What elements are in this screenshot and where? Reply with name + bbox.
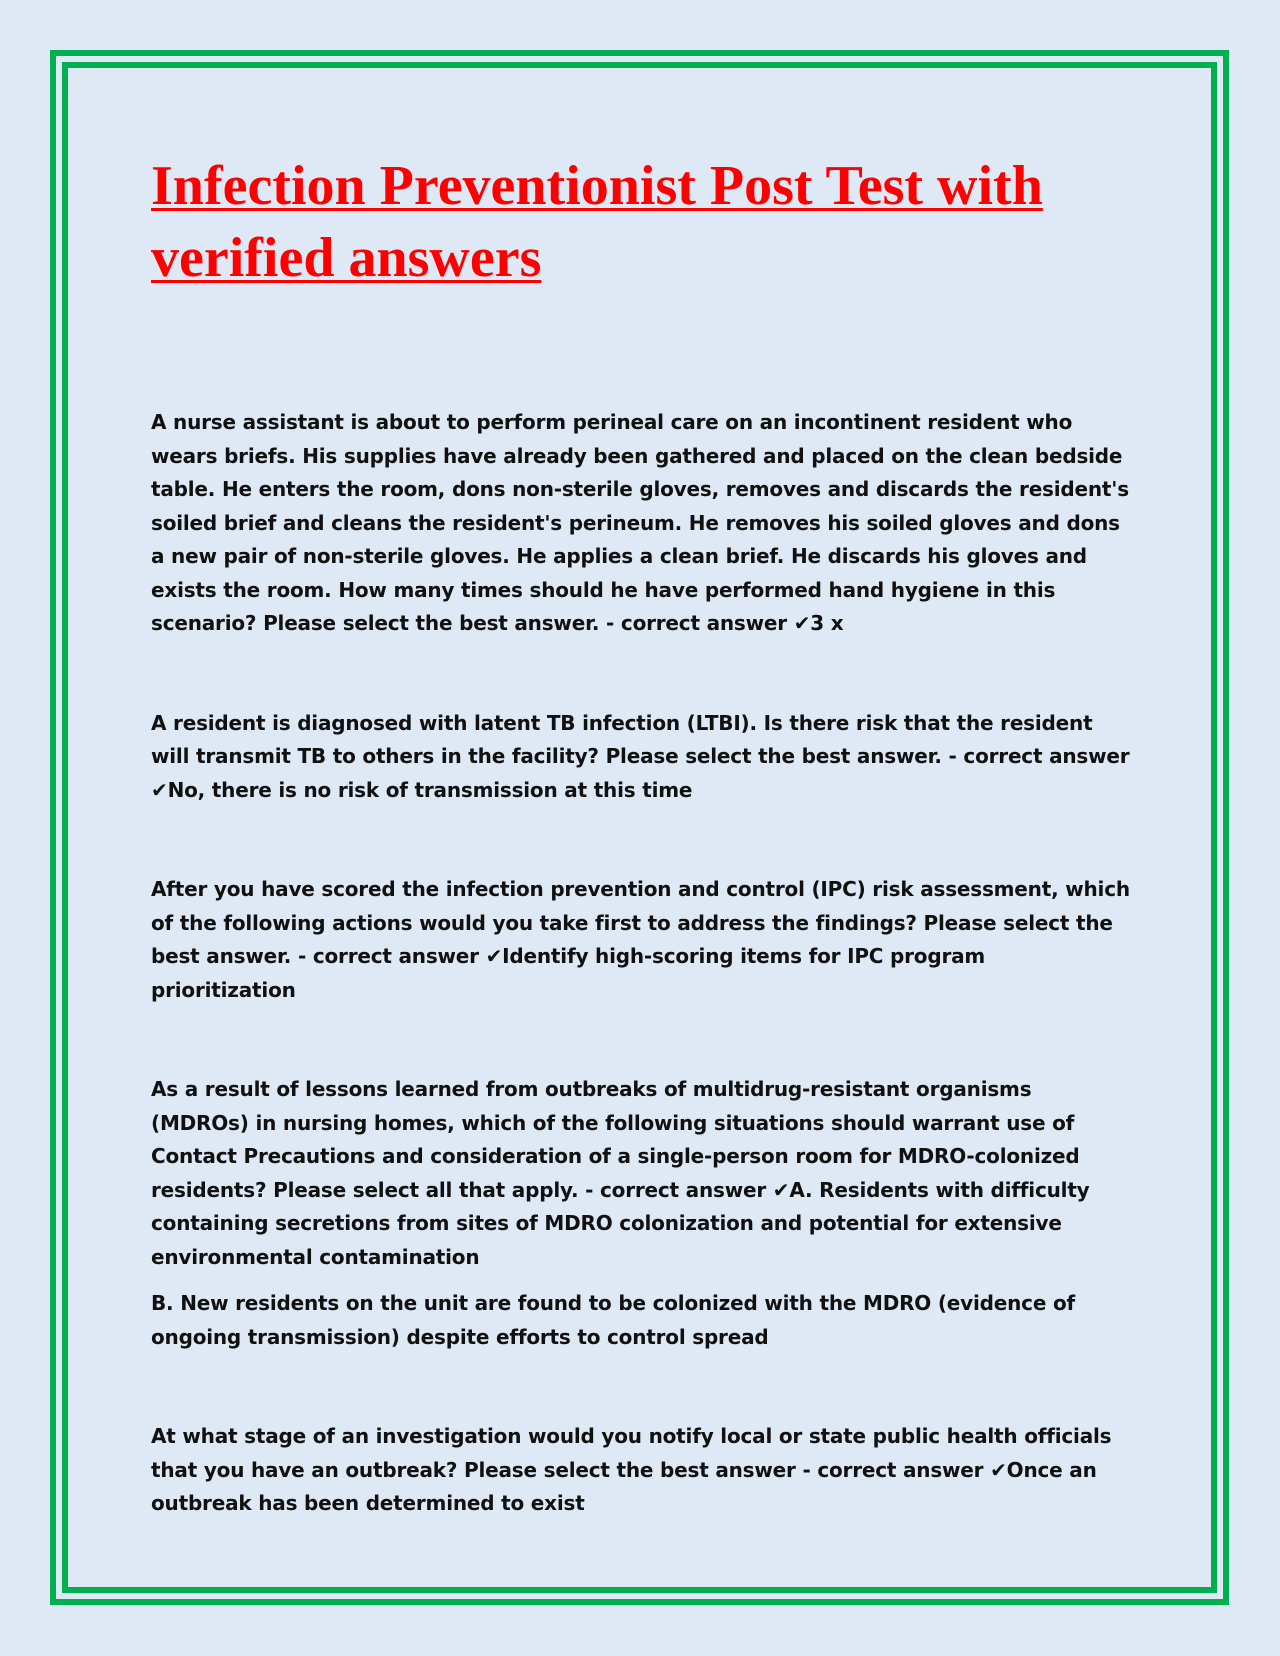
check-icon: ✔ <box>772 1177 790 1202</box>
qa-paragraph <box>151 873 1131 1007</box>
check-icon: ✔ <box>151 777 168 802</box>
qa-item <box>151 707 1131 808</box>
answer-text: Once an outbreak has been determined to exist <box>151 1457 1097 1515</box>
check-icon: ✔ <box>990 1457 1007 1482</box>
answer-text: No, there is no risk of transmission at this time <box>167 777 693 802</box>
question-text: At what stage of an investigation would you notify local or state public health officials that you have an outbreak? Please select the best answer <box>151 1424 1112 1482</box>
qa-paragraph <box>151 406 1131 641</box>
qa-item <box>151 1073 1131 1354</box>
question-text: A nurse assistant is about to perform perineal care on an incontinent resident who wears briefs. His supplies have already been gathered and placed on the clean bedside table. He enters the room, dons non-sterile gloves, removes and discards the resident's soiled brief and cleans the resident's perineum. He removes his soiled gloves and dons a new pair of non-sterile gloves. He applies a clean brief. He discards his gloves and exists the room. How many times should he have performed hand hygiene in this scenario? Please select the best answer. <box>151 410 1129 635</box>
qa-paragraph <box>151 1420 1131 1521</box>
check-icon: ✔ <box>793 611 811 635</box>
qa-item <box>151 873 1131 1007</box>
document-content <box>151 150 1131 1587</box>
answer-continued: B. New residents on the unit are found to be colonized with the MDRO (evidence of ongoing transmission) despite efforts to control spread <box>151 1291 1075 1349</box>
qa-paragraph <box>151 1073 1131 1274</box>
answer-label: - correct answer <box>578 1177 773 1202</box>
qa-item <box>151 406 1131 641</box>
question-text: A resident is diagnosed with latent TB infection (LTBI). Is there risk that the resident will transmit TB to others in the facility? Please select the best answer. <box>151 710 1093 768</box>
answer-text: A. Residents with difficulty containing secretions from sites of MDRO colonization and potential for extensive environmental contamination <box>151 1177 1090 1269</box>
answer-label: - correct answer <box>795 1457 991 1482</box>
answer-label: - correct answer <box>599 611 794 635</box>
qa-paragraph <box>151 707 1131 808</box>
answer-text: 3 x <box>810 611 844 635</box>
question-text: After you have scored the infection prevention and control (IPC) risk assessment, which of the following actions would you take first to address the findings? Please select the best answer. <box>151 877 1130 968</box>
document-title: Infection Preventionist Post Test with verified answers <box>151 155 1043 289</box>
qa-item <box>151 1420 1131 1521</box>
qa-list <box>151 406 1131 1521</box>
answer-label: - correct answer <box>291 944 486 968</box>
question-text: As a result of lessons learned from outbreaks of multidrug-resistant organisms (MDROs) in nursing homes, which of the following situations should warrant use of Contact Precautions and consideration of a single-person room for MDRO-colonized residents? Please select all that apply. <box>151 1077 1080 1202</box>
answer-text: Identify high-scoring items for IPC program prioritization <box>151 944 986 1002</box>
answer-label: - correct answer <box>941 744 1130 768</box>
check-icon: ✔ <box>485 944 503 968</box>
